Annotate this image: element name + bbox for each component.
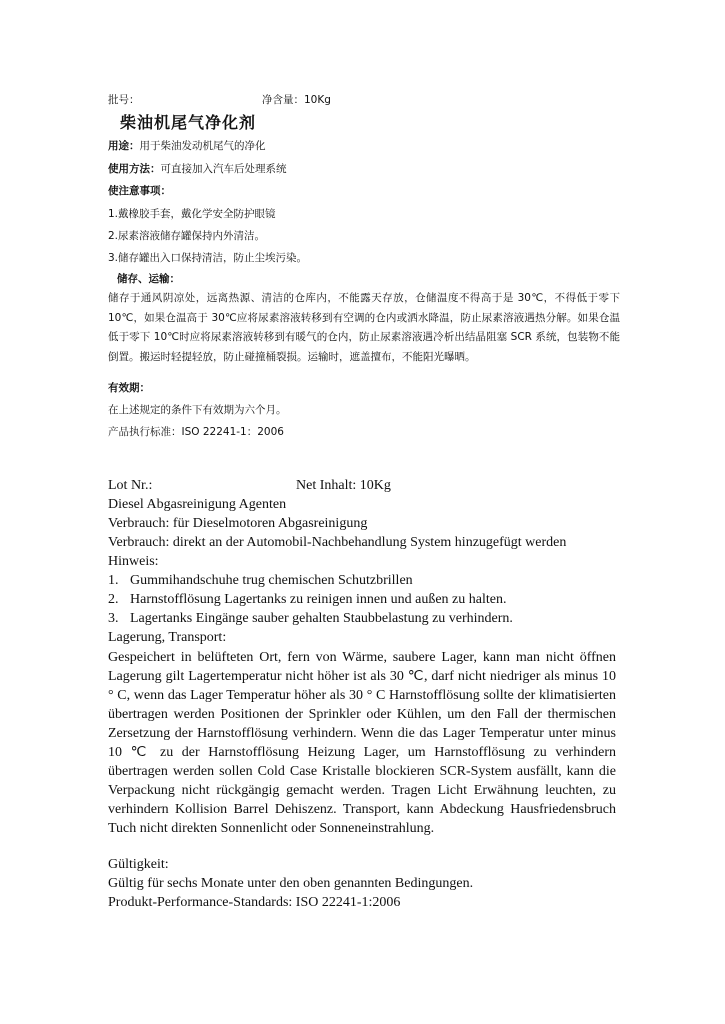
- de-standard: Produkt-Performance-Standards: ISO 22241-1:2006: [108, 895, 401, 910]
- zh-standard: 产品执行标准：ISO 22241-1：2006: [108, 426, 284, 438]
- zh-storage-text: 储存于通风阴凉处，远离热源、清洁的仓库内，不能露天存放，仓储温度不得高于是 30℃，不得低于零下 10℃，如果仓温高于 30℃应将尿素溶液转移到有空调的仓内或洒水降温，防止尿素溶液遇热分解。如果仓温低于零下 10℃时应将尿素溶液转移到有暖气的仓内，防止尿素溶液遇冷析出结晶阻塞 SCR 系统，包装物不能倒置。搬运时轻提轻放，防止碰撞桶裂损。运输时，遮盖擅布，不能阳光曝晒。: [108, 292, 620, 363]
- zh-usage: [108, 138, 266, 153]
- zh-note-item: 1.戴橡胶手套，戴化学安全防护眼镜: [108, 208, 276, 220]
- zh-notes-label: 使注意事项：: [108, 185, 171, 197]
- de-storage-text: Gespeichert in belüfteten Ort, fern von Wärme, saubere Lager, kann man nicht öffnen Lagerung gilt Lagertemperatur nicht höher ist als 30 ℃, darf nicht niedriger als minus 10 ° C, wenn das Lager Temperatur höher als 30 ° C Harnstofflösung sollte der klimatisierten übertragen werden Positionen der Sprinkler oder Kühlen, um den Fall der thermischen Zersetzung der Harnstofflösung verhindern. Wenn die das Lager Temperatur unter minus 10 ℃ zu der Harnstofflösung Heizung Lager, um Harnstofflösung zu verhindern übertragen werden sollen Cold Case Kristalle blockieren SCR-System ausfällt, kann die Verpackung nicht rückgängig gemacht werden. Tragen Licht Erwähnung leuchten, zu verhindern Kollision Barrel Dehiszenz. Transport, kann Abdeckung Hausfriedensbruch Tuch nicht direkten Sonnenlicht oder Sonneneinstrahlung.: [108, 650, 616, 836]
- zh-batch-label: 批号：: [108, 94, 140, 106]
- zh-usage-text: 用于柴油发动机尾气的净化: [139, 140, 266, 152]
- de-storage-label: Lagerung, Transport:: [108, 630, 227, 645]
- zh-method-label: 使用方法：: [108, 163, 161, 175]
- zh-validity-label: 有效期：: [108, 382, 150, 394]
- zh-method-text: 可直接加入汽车后处理系统: [160, 163, 287, 175]
- de-usage: Verbrauch: für Dieselmotoren Abgasreinigung: [108, 516, 368, 531]
- de-validity-label: Gültigkeit:: [108, 857, 169, 872]
- zh-validity-text: 在上述规定的条件下有效期为六个月。: [108, 404, 287, 416]
- zh-storage-label: 储存、运输：: [117, 273, 180, 285]
- zh-method: [108, 161, 287, 176]
- zh-note-item: 3.储存罐出入口保持清洁，防止尘埃污染。: [108, 252, 308, 264]
- de-method: Verbrauch: direkt an der Automobil-Nachbehandlung System hinzugefügt werden: [108, 535, 567, 550]
- zh-product-title: 柴油机尾气净化剂: [120, 113, 257, 132]
- zh-note-item: 2.尿素溶液储存罐保持内外清洁。: [108, 230, 266, 242]
- de-product-title: Diesel Abgasreinigung Agenten: [108, 497, 287, 512]
- de-note-item: 1. Gummihandschuhe trug chemischen Schutzbrillen: [108, 573, 413, 588]
- zh-net-content: 净含量：10Kg: [262, 94, 331, 106]
- de-net-content: Net Inhalt: 10Kg: [296, 478, 391, 493]
- de-notes-label: Hinweis:: [108, 554, 159, 569]
- de-note-item: 3. Lagertanks Eingänge sauber gehalten Staubbelastung zu verhindern.: [108, 611, 513, 626]
- zh-usage-label: 用途：: [108, 140, 140, 152]
- de-validity-text: Gültig für sechs Monate unter den oben genannten Bedingungen.: [108, 876, 474, 891]
- de-note-item: 2. Harnstofflösung Lagertanks zu reinigen innen und außen zu halten.: [108, 592, 507, 607]
- de-lot-label: Lot Nr.:: [108, 478, 153, 493]
